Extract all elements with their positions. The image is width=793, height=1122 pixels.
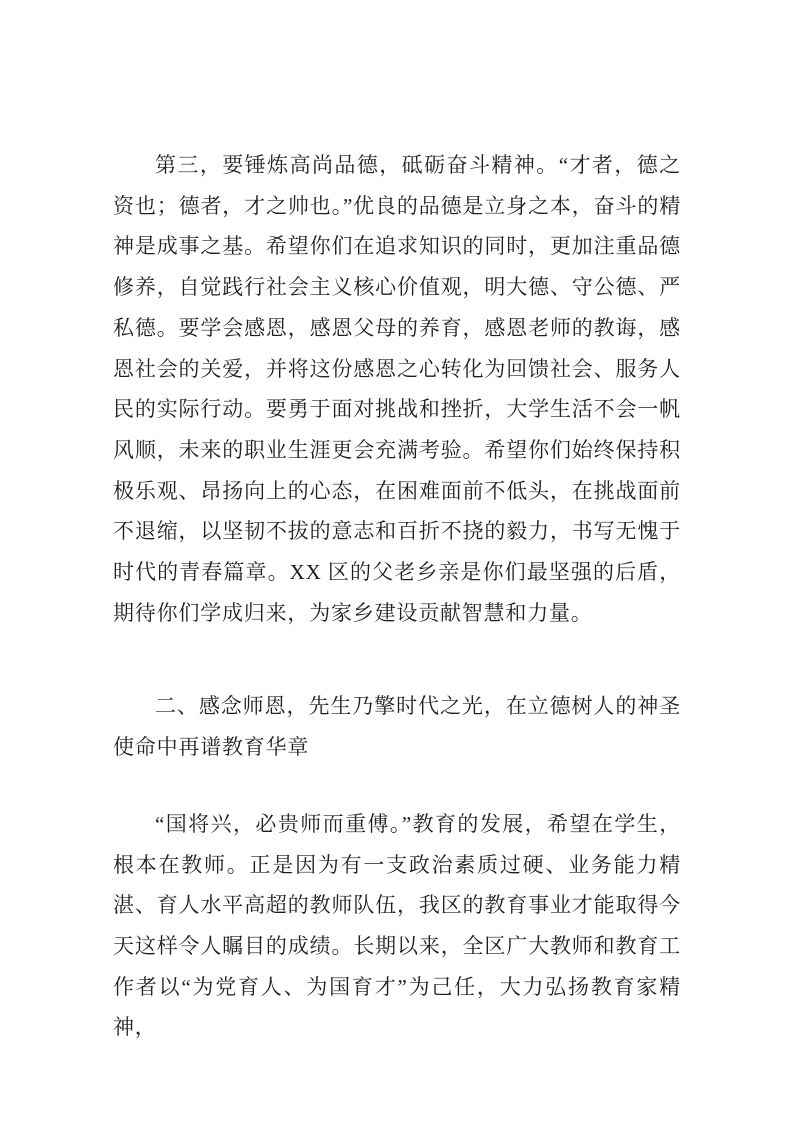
section-heading: 二、感念师恩，先生乃擎时代之光，在立德树人的神圣使命中再谱教育华章: [113, 694, 681, 760]
paragraph-body-first: 第三，要锤炼高尚品德，砥砺奋斗精神。“才者，德之资也；德者，才之帅也。”优良的品德是立身之本，奋斗的精神是成事之基。希望你们在追求知识的同时，更加注重品德修养，自觉践行社会主义核心价值观，明大德、守公德、严私德。要学会感恩，感恩父母的养育，感恩老师的教诲，感恩社会的关爱，并将这份感恩之心转化为回馈社会、服务人民的实际行动。要勇于面对挑战和挫折，大学生活不会一帆风顺，未来的职业生涯更会充满考验。希望你们始终保持积极乐观、昂扬向上的心态，在困难面前不低头，在挑战面前不退缩，以坚韧不拔的意志和百折不挠的毅力，书写无愧于时代的青春篇章。XX 区的父老乡亲是你们最坚强的后盾，期待你们学成归来，为家乡建设贡献智慧和力量。: [113, 153, 681, 625]
paragraph-body-second: “国将兴，必贵师而重傅。”教育的发展，希望在学生，根本在教师。正是因为有一支政治素质过硬、业务能力精湛、育人水平高超的教师队伍，我区的教育事业才能取得今天这样令人瞩目的成绩。长期以来，全区广大教师和教育工作者以“为党育人、为国育才”为己任，大力弘扬教育家精神，: [113, 811, 681, 1040]
